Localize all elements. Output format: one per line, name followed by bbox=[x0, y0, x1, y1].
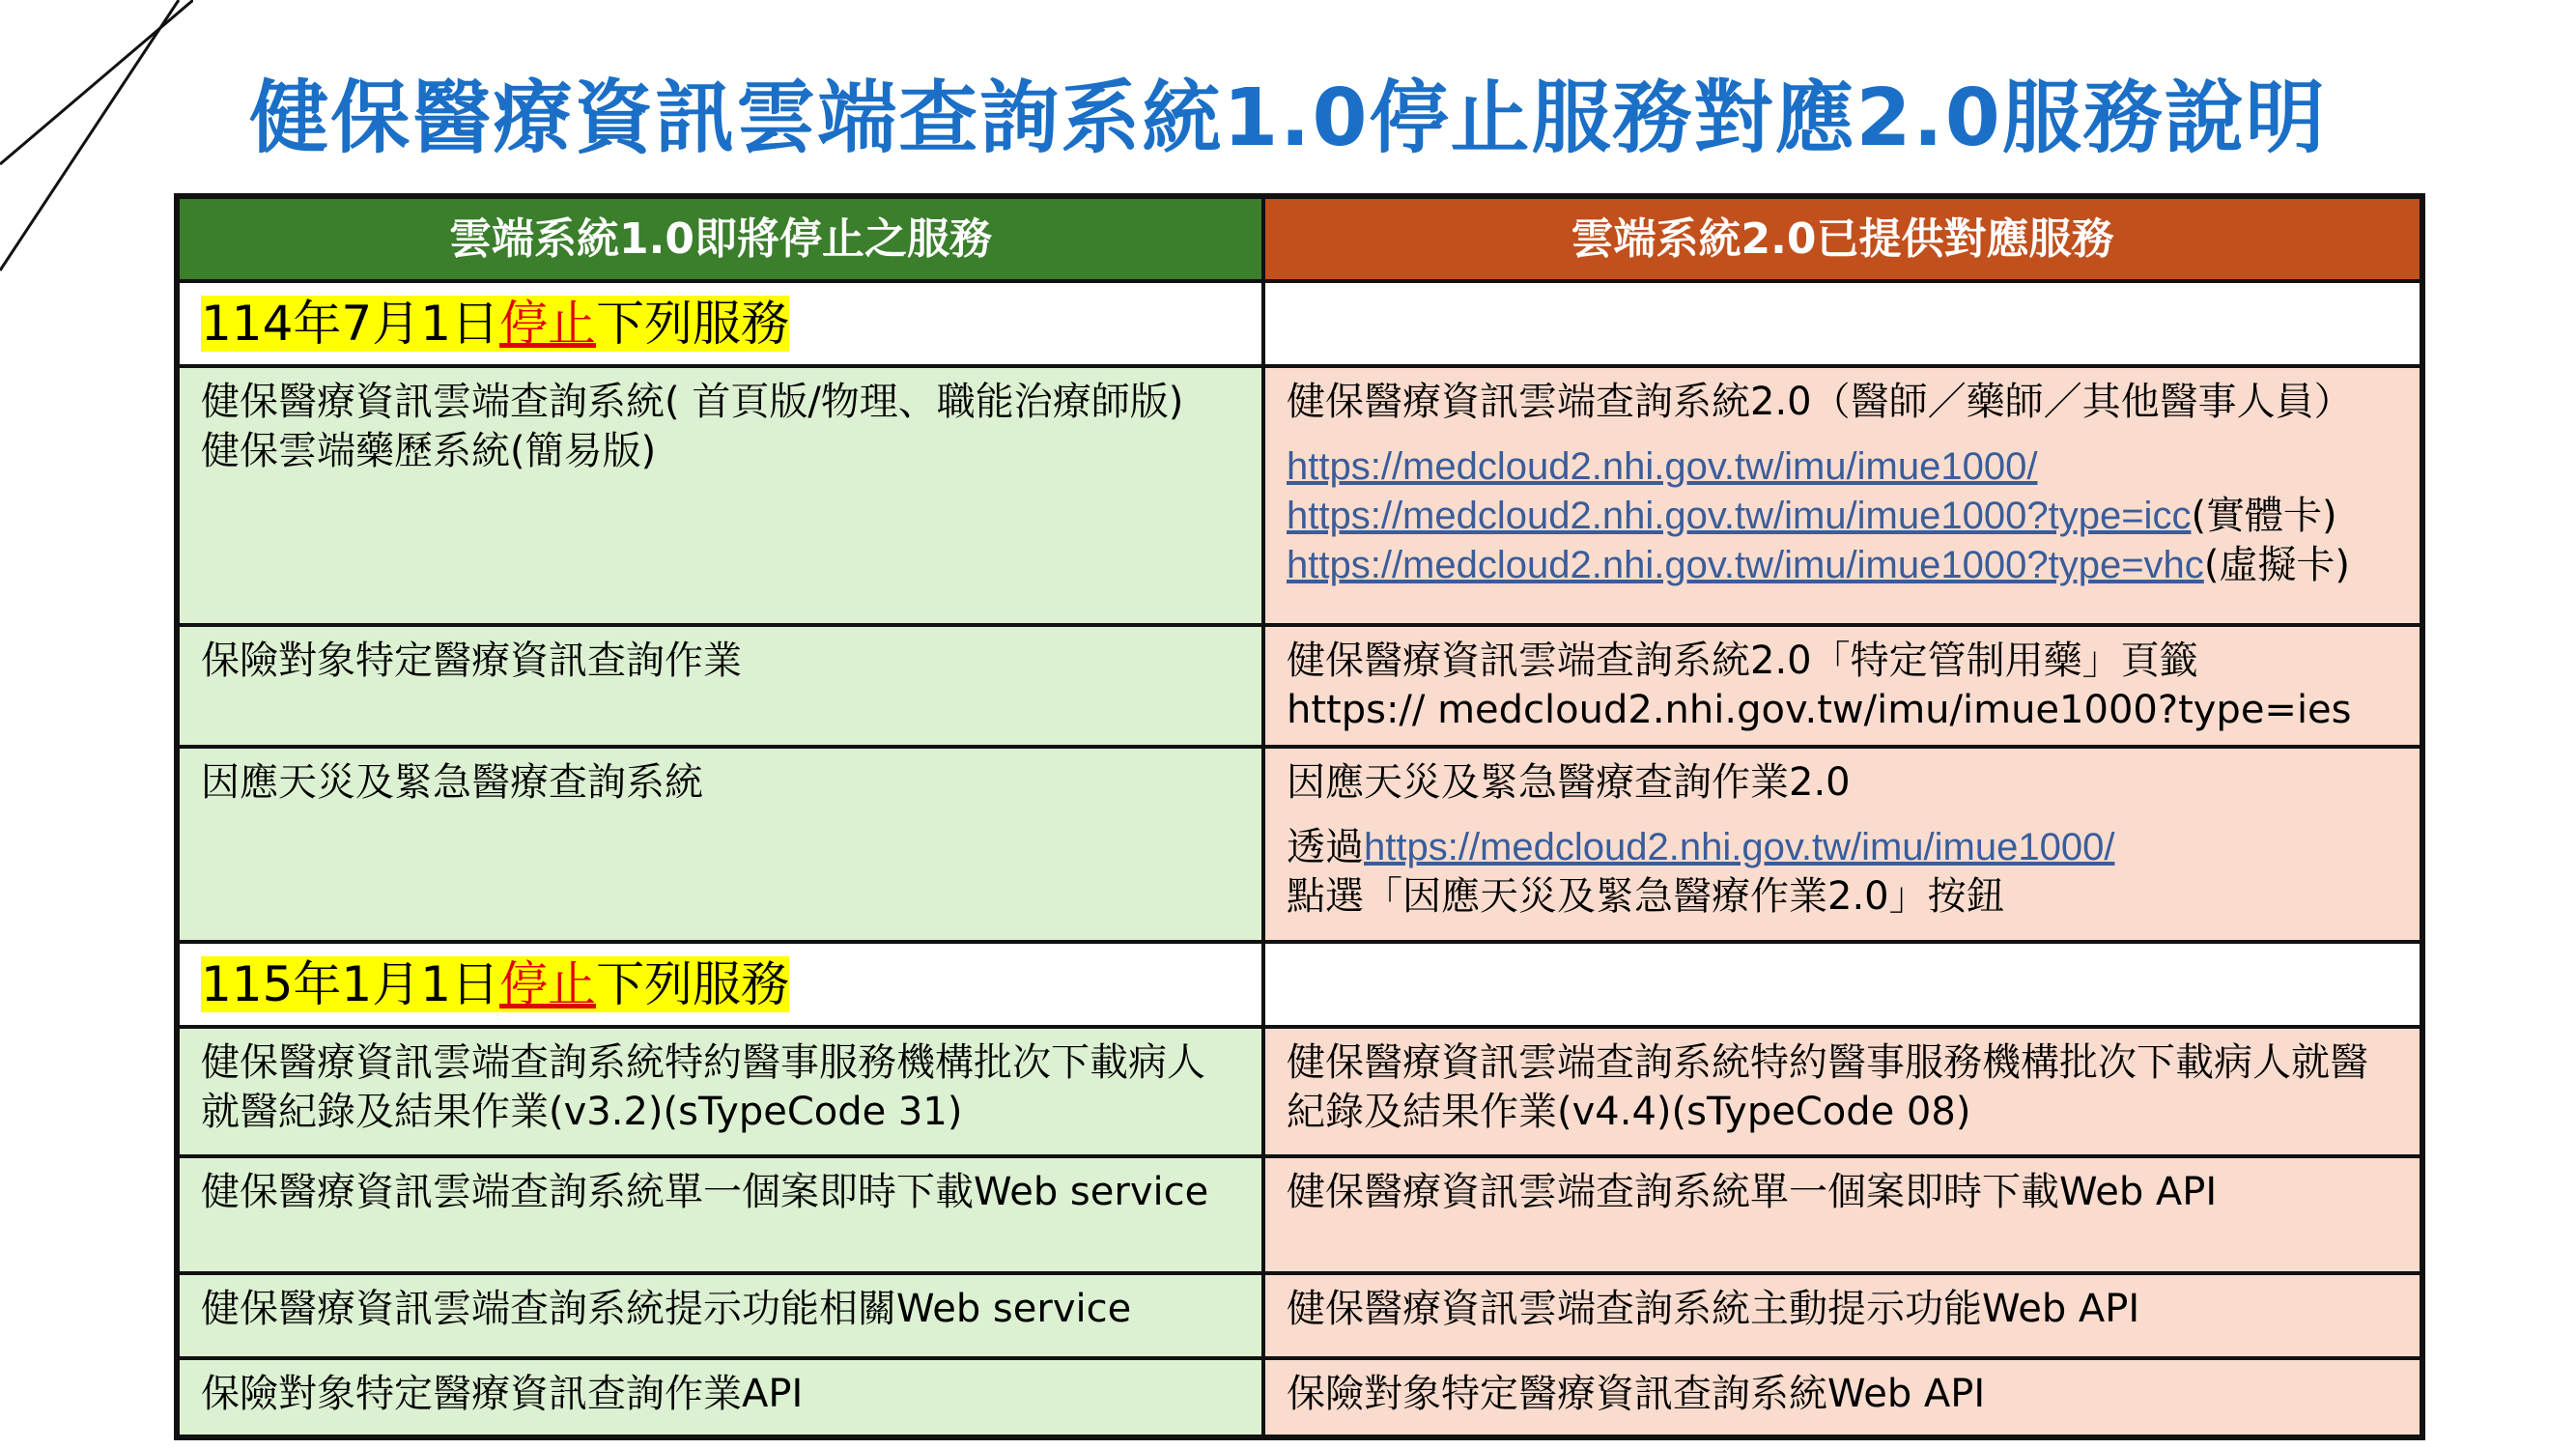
v2-service-cell: 健保醫療資訊雲端查詢系統主動提示功能Web API bbox=[1263, 1273, 2422, 1358]
v2-service-cell bbox=[1263, 366, 2422, 625]
phase-row-2 bbox=[177, 942, 2422, 1027]
v1-service-cell bbox=[177, 366, 1263, 625]
table-row bbox=[177, 1156, 2422, 1273]
phase-rest-1: 下列服務 bbox=[596, 296, 790, 352]
phase-blank-1 bbox=[1263, 281, 2422, 366]
v2-service-title: 健保醫療資訊雲端查詢系統2.0（醫師／藥師／其他醫事人員） bbox=[1287, 380, 2353, 424]
v2-service-cell bbox=[1263, 625, 2422, 747]
table-row bbox=[177, 625, 2422, 747]
v2-service-cell: 保險對象特定醫療資訊查詢系統Web API bbox=[1263, 1358, 2422, 1437]
link-suffix-virtual-card: (虛擬卡) bbox=[2203, 543, 2351, 587]
table-row bbox=[177, 747, 2422, 942]
phase-row-1 bbox=[177, 281, 2422, 366]
phase-blank-2 bbox=[1263, 942, 2422, 1027]
v2-service-title: 因應天災及緊急醫療查詢作業2.0 bbox=[1287, 760, 1851, 805]
v2-service-cell bbox=[1263, 747, 2422, 942]
phase-stop-2: 停止 bbox=[499, 956, 597, 1012]
phase-label-2 bbox=[177, 942, 1263, 1027]
v2-service-title: 健保醫療資訊雲端查詢系統2.0「特定管制用藥」頁籤 bbox=[1287, 639, 2198, 683]
table-row bbox=[177, 366, 2422, 625]
medcloud-link[interactable]: https://medcloud2.nhi.gov.tw/imu/imue1000/ bbox=[1287, 445, 2038, 488]
v2-service-url: https:// medcloud2.nhi.gov.tw/imu/imue1000?type=ies bbox=[1287, 688, 2352, 732]
phase-rest-2: 下列服務 bbox=[596, 956, 790, 1012]
phase-highlight-1 bbox=[201, 296, 789, 352]
v1-service-cell: 保險對象特定醫療資訊查詢作業 bbox=[177, 625, 1263, 747]
table-row bbox=[177, 1358, 2422, 1437]
v1-service-cell: 因應天災及緊急醫療查詢系統 bbox=[177, 747, 1263, 942]
table-row bbox=[177, 1273, 2422, 1358]
phase-label-1 bbox=[177, 281, 1263, 366]
medcloud-vhc-link[interactable]: https://medcloud2.nhi.gov.tw/imu/imue1000?type=vhc bbox=[1287, 544, 2204, 586]
table-header-row bbox=[177, 196, 2422, 281]
v2-service-cell: 健保醫療資訊雲端查詢系統特約醫事服務機構批次下載病人就醫紀錄及結果作業(v4.4)(sTypeCode 08) bbox=[1263, 1027, 2422, 1156]
v2-service-cell: 健保醫療資訊雲端查詢系統單一個案即時下載Web API bbox=[1263, 1156, 2422, 1273]
phase-stop-1: 停止 bbox=[499, 296, 597, 352]
header-v2-services: 雲端系統2.0已提供對應服務 bbox=[1263, 196, 2422, 281]
medcloud-emergency-link[interactable]: https://medcloud2.nhi.gov.tw/imu/imue1000/ bbox=[1364, 826, 2115, 868]
click-instruction: 點選「因應天災及緊急醫療作業2.0」按鈕 bbox=[1287, 874, 2005, 919]
service-mapping-table bbox=[174, 193, 2425, 1440]
v1-service-cell: 健保醫療資訊雲端查詢系統提示功能相關Web service bbox=[177, 1273, 1263, 1358]
via-text: 透過 bbox=[1287, 825, 1364, 869]
v1-service-line: 健保雲端藥歷系統(簡易版) bbox=[201, 429, 657, 473]
v1-service-cell: 健保醫療資訊雲端查詢系統特約醫事服務機構批次下載病人就醫紀錄及結果作業(v3.2)(sTypeCode 31) bbox=[177, 1027, 1263, 1156]
header-v1-services: 雲端系統1.0即將停止之服務 bbox=[177, 196, 1263, 281]
phase-date-1: 114年7月1日 bbox=[201, 296, 500, 352]
phase-date-2: 115年1月1日 bbox=[201, 956, 500, 1012]
v1-service-cell: 保險對象特定醫療資訊查詢作業API bbox=[177, 1358, 1263, 1437]
page-title: 健保醫療資訊雲端查詢系統1.0停止服務對應2.0服務說明 bbox=[249, 72, 2327, 164]
link-suffix-physical-card: (實體卡) bbox=[2191, 494, 2337, 538]
medcloud-icc-link[interactable]: https://medcloud2.nhi.gov.tw/imu/imue1000?type=icc bbox=[1287, 495, 2192, 537]
v1-service-cell: 健保醫療資訊雲端查詢系統單一個案即時下載Web service bbox=[177, 1156, 1263, 1273]
v1-service-line: 健保醫療資訊雲端查詢系統( 首頁版/物理、職能治療師版) bbox=[201, 380, 1184, 424]
table-row bbox=[177, 1027, 2422, 1156]
phase-highlight-2 bbox=[201, 956, 789, 1012]
